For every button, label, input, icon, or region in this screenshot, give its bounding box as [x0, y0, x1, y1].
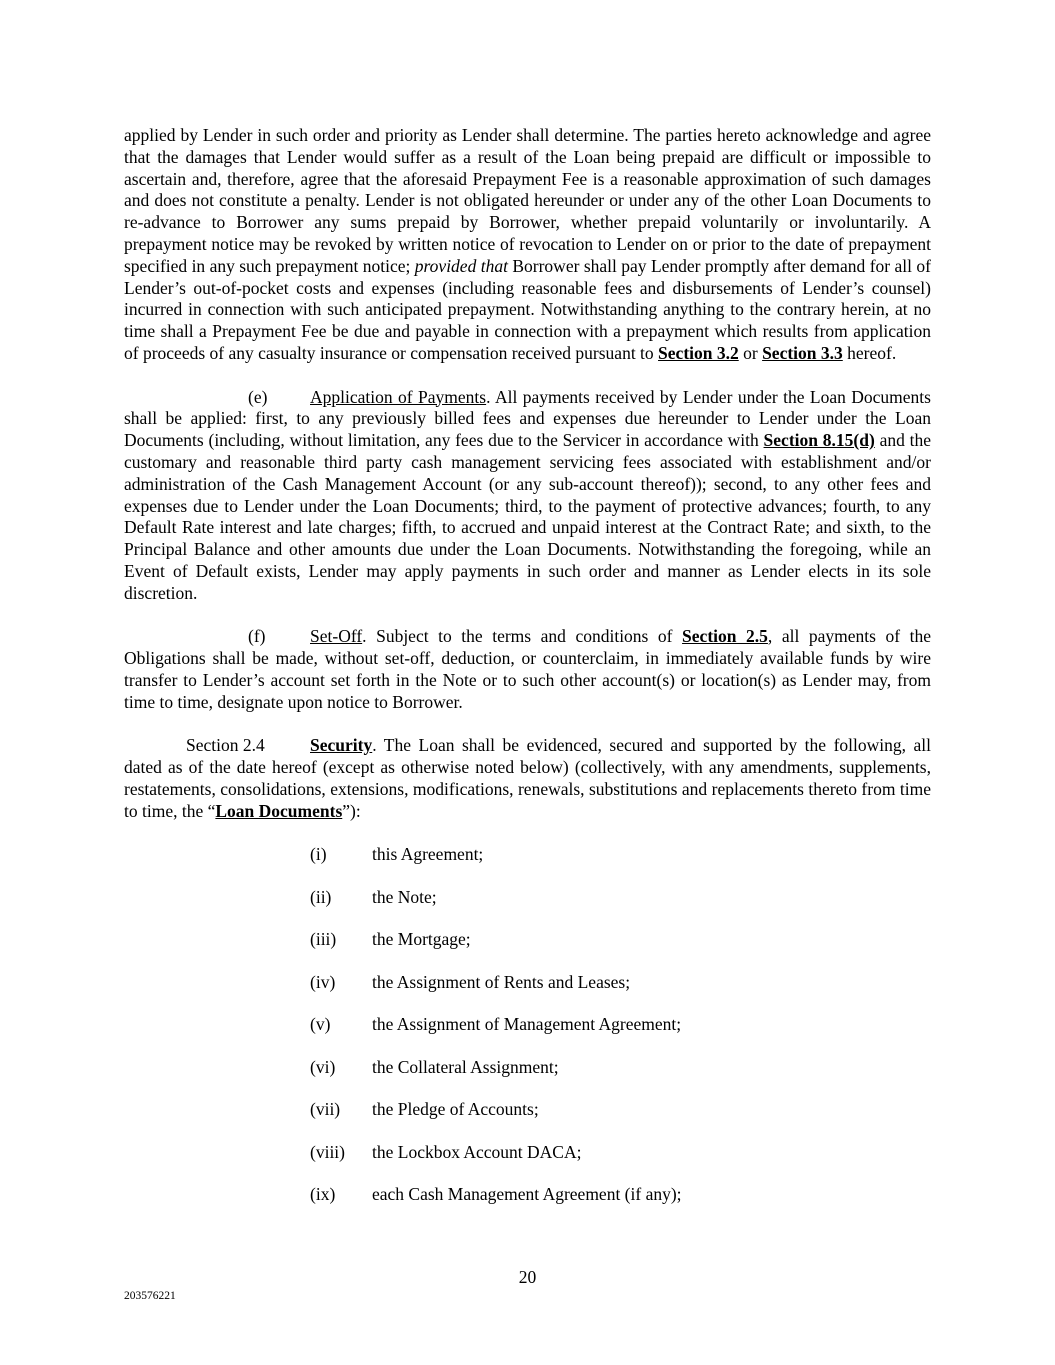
list-item-text: the Mortgage;: [372, 929, 471, 950]
list-item: [310, 844, 931, 887]
loan-documents-list: [124, 844, 931, 1227]
text-run: applied by Lender in such order and priority as Lender shall determine. The parties hereto acknowledge and agree that the damages that Lender would suffer as a result of the Loan being prepaid are difficult or impossible to ascertain and, therefore, agree that the aforesaid Prepayment Fee is a reasonable approximation of such damages and does not constitute a penalty. Lender is not obligated hereunder or under any of the other Loan Documents to re-advance to Borrower any sums prepaid by Borrower, whether prepaid voluntarily or involuntarily. A prepayment notice may be revoked by written notice of revocation to Lender on or prior to the date of prepayment specified in any such prepayment notice;: [124, 125, 931, 276]
text-run: Borrower shall pay Lender promptly after demand for all of Lender’s out-of-pocket costs and expenses (including reasonable fees and disbursements of Lender’s counsel) incurred in connection with such anticipated prepayment. Notwithstanding anything to the contrary herein, at no time shall a Prepayment Fee be due and payable in connection with a prepayment which results from application of proceeds of any casualty insurance or compensation received pursuant to: [124, 255, 931, 363]
list-item: [310, 1014, 931, 1057]
list-item-number: (i): [310, 844, 327, 865]
list-item: [310, 887, 931, 930]
paragraph-set-off: [124, 626, 931, 713]
list-item-number: (vii): [310, 1099, 341, 1120]
list-item-text: the Pledge of Accounts;: [372, 1099, 539, 1120]
text-run: . The Loan shall be evidenced, secured and supported by the following, all dated as of the date hereof (except as otherwise noted below) (collectively, with any amendments, supplements, restatements, consolidations, extensions, modifications, renewals, substitutions and replacements thereto from time to time, the “: [124, 735, 931, 821]
clause-heading: Application of Payments: [310, 386, 487, 407]
defined-term: Loan Documents: [215, 800, 343, 821]
list-item-text: this Agreement;: [372, 844, 484, 865]
page-number: 20: [518, 1267, 537, 1287]
document-body: [124, 125, 931, 1227]
list-item-number: (v): [310, 1014, 331, 1035]
paragraph-prepayment: [124, 125, 931, 365]
list-item: [310, 1099, 931, 1142]
list-item: [310, 972, 931, 1015]
list-item-text: the Assignment of Management Agreement;: [372, 1014, 682, 1035]
section-label: Section 2.4: [186, 735, 265, 756]
list-item: [310, 929, 931, 972]
section-reference: Section 2.5: [682, 626, 768, 647]
section-reference: Section 3.3: [762, 342, 843, 363]
text-run: . Subject to the terms and conditions of: [362, 626, 673, 647]
list-item-text: the Assignment of Rents and Leases;: [372, 971, 631, 992]
list-item-number: (iii): [310, 929, 337, 950]
section-heading: Security: [310, 735, 373, 756]
paragraph-section-2-4-security: [124, 735, 931, 822]
list-item-text: the Lockbox Account DACA;: [372, 1141, 582, 1162]
clause-label: (f): [248, 626, 266, 647]
list-item: [310, 1184, 931, 1227]
text-run: hereof.: [847, 342, 897, 363]
text-run: or: [743, 342, 758, 363]
text-run: and the customary and reasonable third party cash management servicing fees associated with establishment and/or administration of the Cash Management Account (or any sub-account thereof)); second, to any other fees and expenses due to Lender under the Loan Documents; third, to the payment of protective advances; fourth, to any Default Rate interest and late charges; fifth, to accrued and unpaid interest at the Contract Rate; and sixth, to the Principal Balance and other amounts due under the Loan Documents. Notwithstanding the foregoing, while an Event of Default exists, Lender may apply payments in such order and manner as Lender elects in its sole discretion.: [124, 430, 932, 603]
list-item-number: (ii): [310, 886, 332, 907]
paragraph-application-of-payments: [124, 387, 931, 605]
list-item-text: each Cash Management Agreement (if any);: [372, 1184, 682, 1205]
list-item-number: (vi): [310, 1056, 336, 1077]
list-item-number: (ix): [310, 1184, 336, 1205]
document-id: 203576221: [124, 1290, 176, 1302]
clause-label: (e): [248, 386, 268, 407]
list-item-number: (iv): [310, 971, 336, 992]
list-item: [310, 1142, 931, 1185]
clause-heading: Set-Off: [310, 626, 363, 647]
text-run: , all payments of the Obligations shall be made, without set-off, deduction, or counterclaim, in immediately available funds by wire transfer to Lender’s account set forth in the Note or to such other account(s) or location(s) as Lender may, from time to time, designate upon notice to Borrower.: [124, 626, 931, 712]
italic-text: provided that: [414, 255, 508, 276]
list-item-text: the Collateral Assignment;: [372, 1056, 559, 1077]
section-reference: Section 8.15(d): [763, 430, 875, 451]
text-run: . All payments received by Lender under the Loan Documents shall be applied: first, to any previously billed fees and expenses due hereunder to Lender under the Loan Documents (including, without limitation, any fees due to the Servicer in accordance with: [124, 386, 931, 451]
text-run: ”):: [342, 800, 361, 821]
list-item-text: the Note;: [372, 886, 437, 907]
section-reference: Section 3.2: [658, 342, 739, 363]
list-item: [310, 1057, 931, 1100]
list-item-number: (viii): [310, 1141, 345, 1162]
